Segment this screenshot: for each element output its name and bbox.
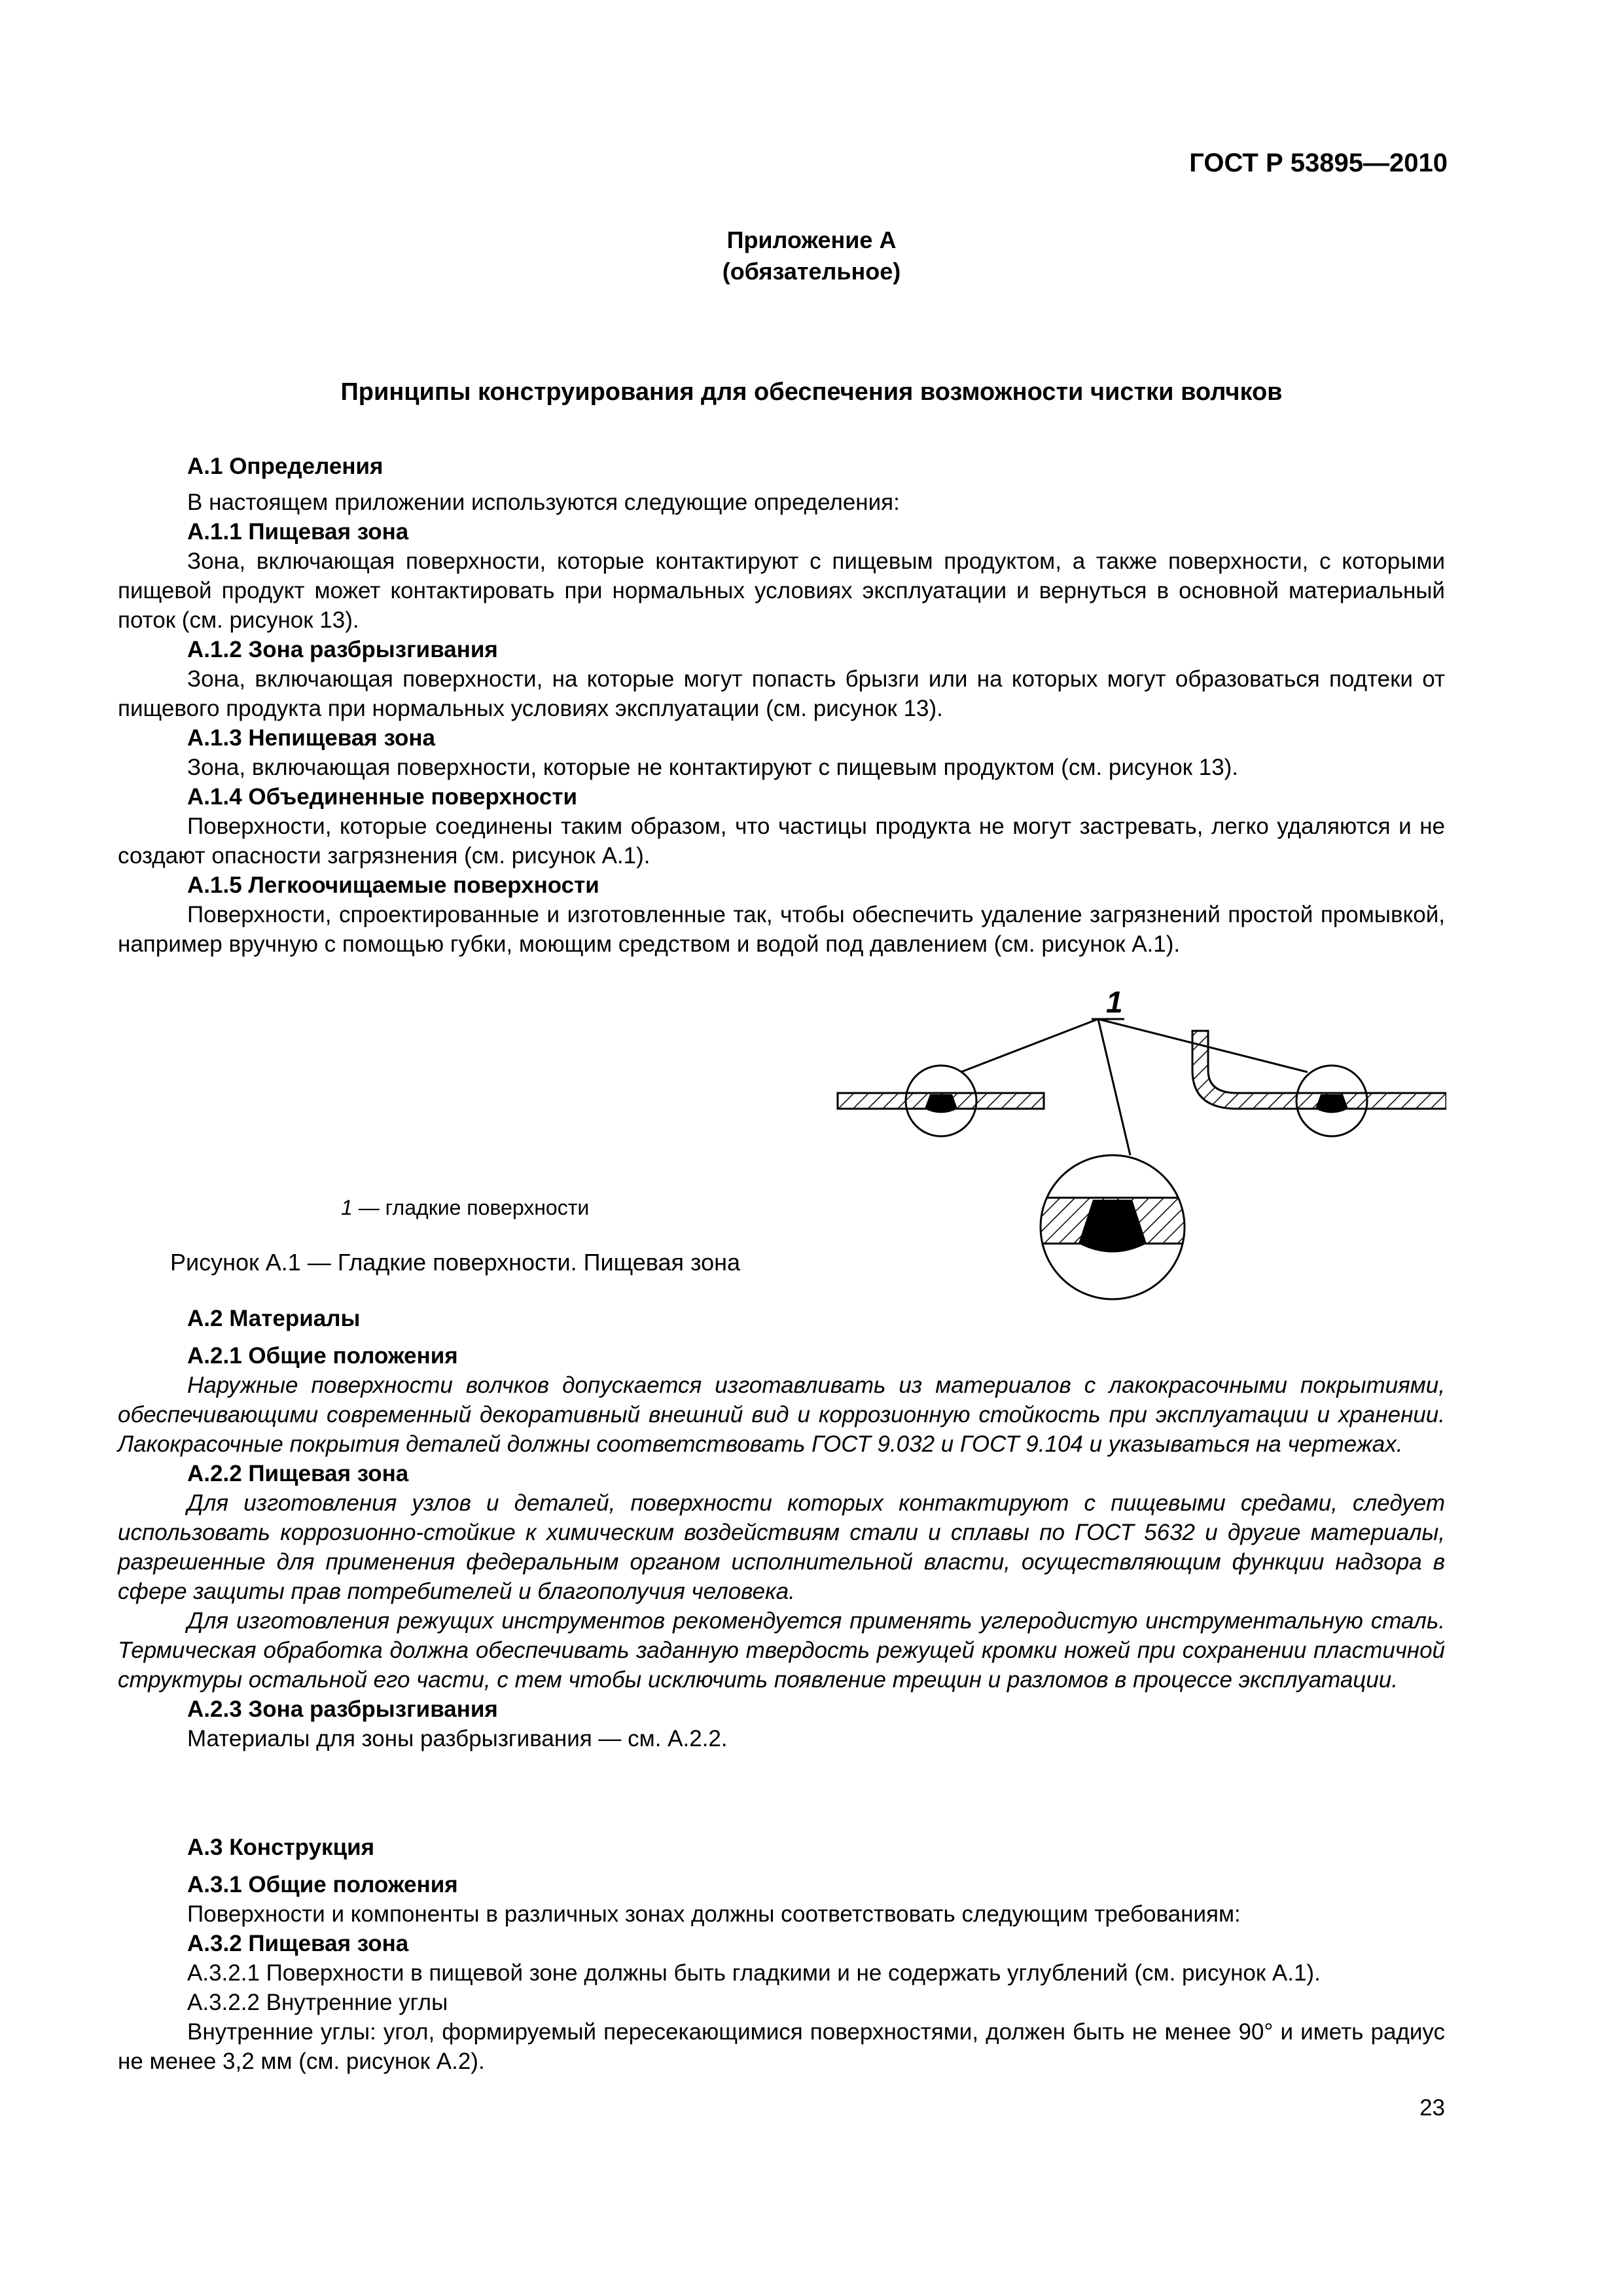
def-a14-text: Поверхности, которые соединены таким образом, что частицы продукта не могут застревать, легко удаляются и не создают опасности загрязнения (см. рисунок А.1).: [118, 814, 1445, 869]
annex-status: (обязательное): [722, 258, 901, 285]
section-a2-heading: А.2 Материалы: [187, 1306, 361, 1331]
callout-leader-lines: [961, 1019, 1308, 1155]
magnified-detail-circle: [1034, 1155, 1191, 1299]
section-a1-intro: В настоящем приложении используются следующие определения:: [187, 490, 900, 515]
annex-title: Принципы конструирования для обеспечения возможности чистки волчков: [340, 378, 1283, 406]
clause-a23-heading: А.2.3 Зона разбрызгивания: [187, 1696, 498, 1722]
section-a3-heading: А.3 Конструкция: [187, 1835, 375, 1860]
clause-a322-text: Внутренние углы: угол, формируемый пересекающимися поверхностями, должен быть не менее 90° и иметь радиус не менее 3,2 мм (см. рисунок А.2).: [118, 2019, 1445, 2074]
legend-text: — гладкие поверхности: [352, 1196, 590, 1219]
legend-number: 1: [341, 1196, 353, 1219]
clause-a321-text: А.3.2.1 Поверхности в пищевой зоне должны быть гладкими и не содержать углублений (см. рисунок А.1).: [187, 1960, 1321, 1986]
def-a12-heading: А.1.2 Зона разбрызгивания: [187, 637, 498, 662]
figure-a1-drawing: [818, 965, 1446, 1306]
def-a11-text: Зона, включающая поверхности, которые контактируют с пищевым продуктом, а также поверхности, с которыми пищевой продукт может контактировать при нормальных условиях эксплуатации и вернуться в основной материальный поток (см. рисунок 13).: [118, 548, 1445, 633]
def-a11-heading: А.1.1 Пищевая зона: [187, 519, 409, 545]
def-a12-text: Зона, включающая поверхности, на которые могут попасть брызги или на которых могут образоваться подтеки от пищевого продукта при нормальных условиях эксплуатации (см. рисунок 13).: [118, 666, 1445, 721]
right-detail-circle: [1289, 1066, 1381, 1136]
section-a1-heading: А.1 Определения: [187, 454, 383, 479]
annex-label: Приложение А: [726, 226, 897, 253]
def-a13-text: Зона, включающая поверхности, которые не контактируют с пищевым продуктом (см. рисунок 13).: [187, 755, 1239, 780]
page-number: 23: [1419, 2095, 1445, 2121]
clause-a32-heading: А.3.2 Пищевая зона: [187, 1931, 409, 1956]
clause-a31-heading: А.3.1 Общие положения: [187, 1872, 458, 1897]
def-a13-heading: А.1.3 Непищевая зона: [187, 725, 435, 751]
clause-a22-text-2: Для изготовления режущих инструментов рекомендуется применять углеродистую инструментальную сталь. Термическая обработка должна обеспечивать заданную твердость режущей кромки ножей при сохранении пластичной структуры остальной его части, с тем чтобы исключить появление трещин и разломов в процессе эксплуатации.: [118, 1608, 1445, 1693]
clause-a22-text-1: Для изготовления узлов и деталей, поверхности которых контактируют с пищевыми средами, следует использовать коррозионно-стойкие к химическим воздействиям стали и сплавы по ГОСТ 5632 и другие материалы, разрешенные для применения федеральным органом исполнительной власти, осуществляющим функции надзора в сфере защиты прав потребителей и благополучия человека.: [118, 1490, 1445, 1604]
clause-a322-heading: А.3.2.2 Внутренние углы: [187, 1990, 448, 2015]
section-a3: [118, 1833, 1445, 2076]
def-a15-heading: А.1.5 Легкоочищаемые поверхности: [187, 872, 599, 898]
clause-a22-heading: А.2.2 Пищевая зона: [187, 1461, 409, 1486]
clause-a21-text: Наружные поверхности волчков допускается изготавливать из материалов с лакокрасочными покрытиями, обеспечивающими современный декоративный внешний вид и коррозионную стойкость при эксплуатации и хранении. Лакокрасочные покрытия деталей должны соответствовать ГОСТ 9.032 и ГОСТ 9.104 и указываться на чертежах.: [118, 1372, 1445, 1457]
def-a14-heading: А.1.4 Объединенные поверхности: [187, 784, 578, 810]
document-code-header: ГОСТ Р 53895—2010: [1189, 149, 1448, 177]
section-a1: [118, 452, 1445, 959]
callout-number: 1: [1106, 985, 1123, 1019]
clause-a23-text: Материалы для зоны разбрызгивания — см. А.2.2.: [187, 1726, 728, 1751]
left-detail-circle: [897, 1066, 988, 1136]
section-a2: [118, 1304, 1445, 1753]
figure-caption: Рисунок А.1 — Гладкие поверхности. Пищевая зона: [170, 1249, 741, 1276]
figure-legend: [341, 1194, 589, 1221]
clause-a31-text: Поверхности и компоненты в различных зонах должны соответствовать следующим требованиям:: [187, 1901, 1241, 1927]
def-a15-text: Поверхности, спроектированные и изготовленные так, чтобы обеспечить удаление загрязнений простой промывкой, например вручную с помощью губки, моющим средством и водой под давлением (см. рисунок А.1).: [118, 902, 1445, 957]
clause-a21-heading: А.2.1 Общие положения: [187, 1343, 458, 1369]
